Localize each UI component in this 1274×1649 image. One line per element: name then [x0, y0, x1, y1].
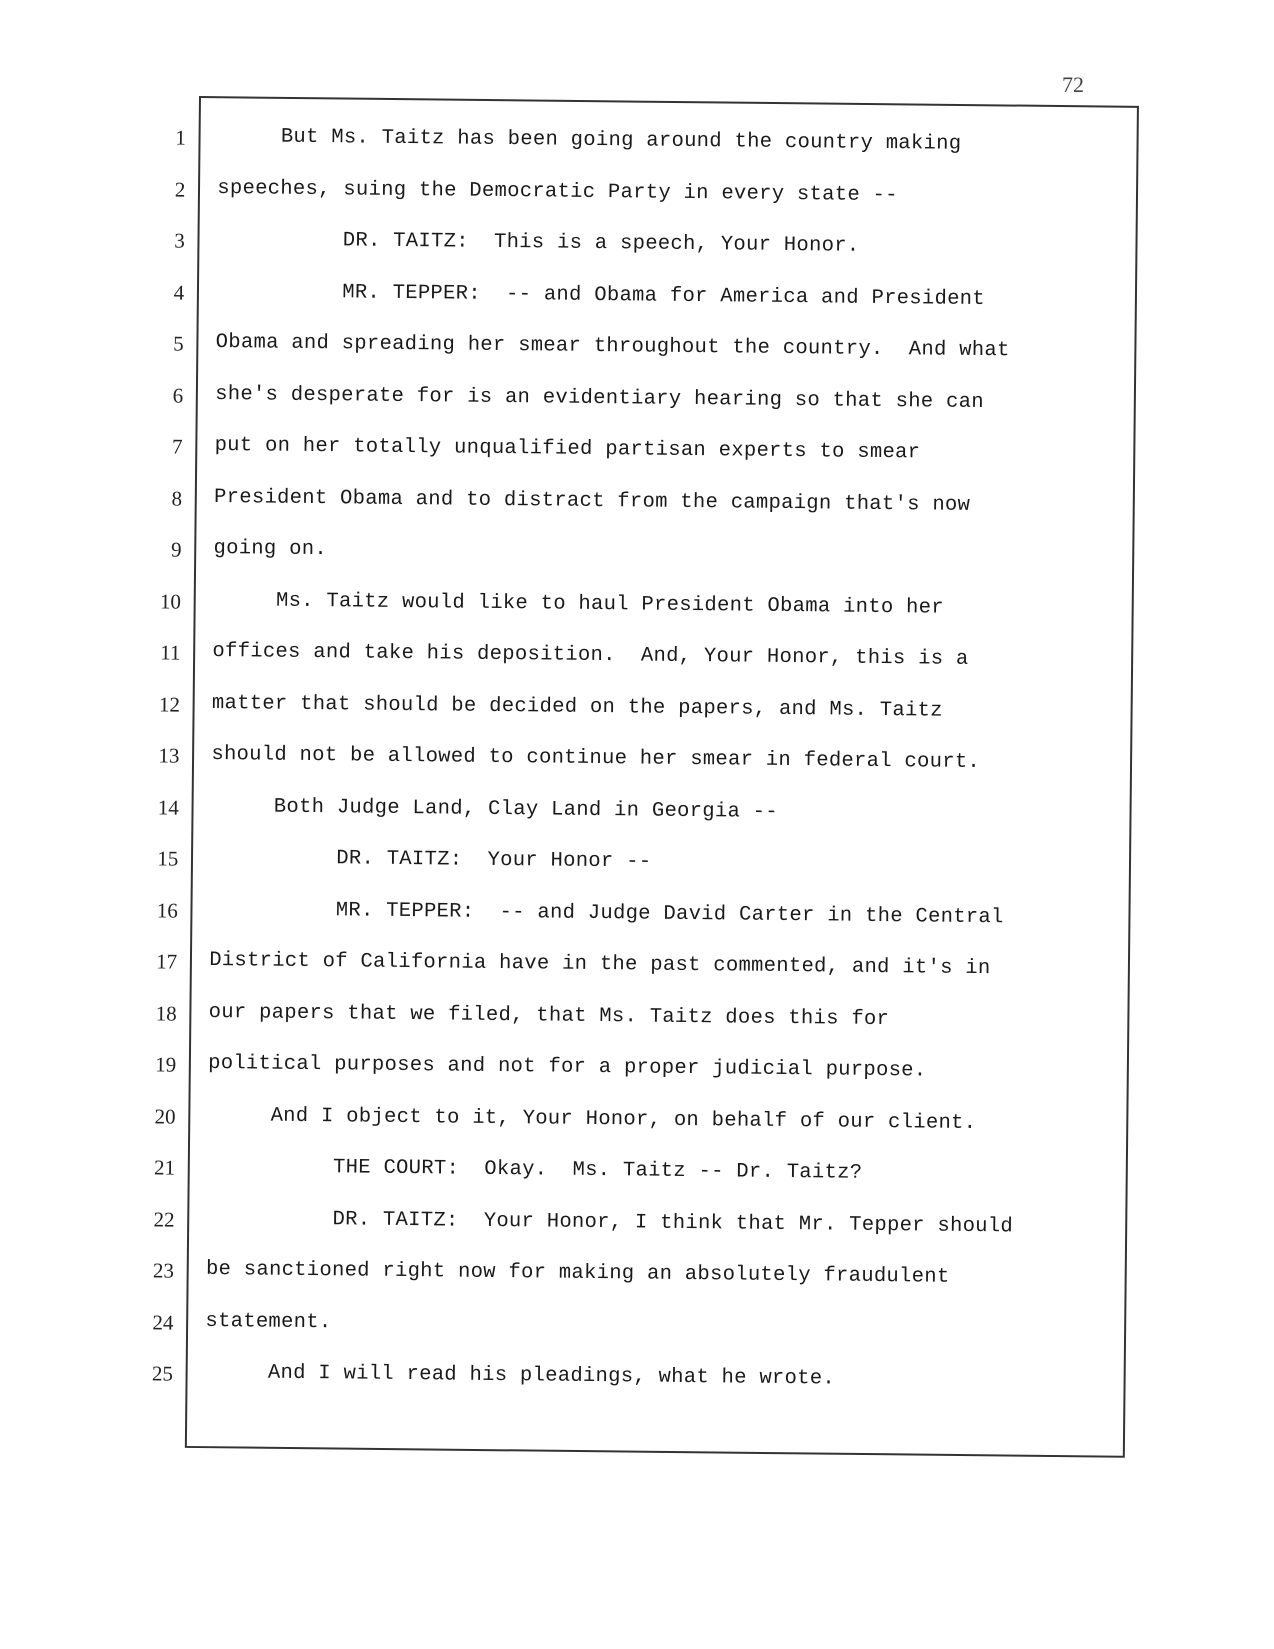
- line-number: 16: [156, 897, 178, 923]
- transcript-line: THE COURT: Okay. Ms. Taitz -- Dr. Taitz?: [206, 1154, 863, 1185]
- line-number: 10: [159, 588, 182, 614]
- line-number: 6: [172, 383, 184, 408]
- transcript-line: President Obama and to distract from the campaign that's now: [213, 485, 971, 517]
- line-number: 20: [154, 1103, 176, 1129]
- line-number: 5: [173, 331, 184, 356]
- transcript-line: MR. TEPPER: -- and Obama for America and President: [216, 279, 986, 311]
- line-number: 25: [151, 1361, 174, 1386]
- line-number: 7: [171, 434, 183, 459]
- transcript-line: offices and take his deposition. And, Your Honor, this is a: [212, 639, 969, 671]
- line-number: 15: [157, 846, 179, 871]
- transcript-line: our papers that we filed, that Ms. Taitz does this for: [208, 1000, 890, 1031]
- line-number: 19: [155, 1052, 177, 1077]
- line-number: 14: [157, 794, 179, 820]
- line-number-column: [113, 124, 186, 1412]
- transcript-line: Ms. Taitz would like to haul President Obama into her: [212, 588, 945, 620]
- transcript-line: statement.: [205, 1309, 332, 1334]
- transcript-line: District of California have in the past commented, and it's in: [209, 948, 991, 981]
- transcript-line: Both Judge Land, Clay Land in Georgia --: [210, 794, 779, 824]
- line-number: 9: [170, 537, 182, 562]
- transcript-line: Obama and spreading her smear throughout the country. And what: [215, 330, 1010, 363]
- line-number: 22: [153, 1206, 175, 1232]
- transcript-line: put on her totally unqualified partisan experts to smear: [214, 433, 921, 465]
- line-number: 18: [155, 1000, 177, 1026]
- transcript-line: DR. TAITZ: Your Honor, I think that Mr. Tepper should: [206, 1206, 1014, 1238]
- line-number: 17: [156, 949, 178, 974]
- transcript-line: DR. TAITZ: Your Honor --: [210, 845, 652, 874]
- line-number: 24: [152, 1309, 174, 1335]
- line-number: 1: [175, 125, 186, 150]
- transcript-line: should not be allowed to continue her smear in federal court.: [211, 742, 981, 775]
- transcript-line: MR. TEPPER: -- and Judge David Carter in the Central: [209, 897, 1004, 929]
- transcript-line: be sanctioned right now for making an absolutely fraudulent: [205, 1257, 950, 1289]
- line-number: 23: [152, 1258, 175, 1283]
- transcript-line: But Ms. Taitz has been going around the country making: [217, 124, 962, 156]
- transcript-line: speeches, suing the Democratic Party in every state --: [217, 176, 898, 207]
- line-number: 13: [158, 743, 180, 768]
- transcript-line: political purposes and not for a proper judicial purpose.: [208, 1051, 927, 1083]
- line-number: 2: [174, 177, 186, 202]
- line-number: 12: [158, 691, 181, 717]
- transcript-line: And I will read his pleadings, what he wrote.: [204, 1360, 836, 1391]
- transcript-line: she's desperate for is an evidentiary hearing so that she can: [215, 382, 984, 414]
- line-number: 4: [173, 280, 185, 305]
- line-number: 3: [174, 228, 185, 253]
- transcript-line: And I object to it, Your Honor, on behalf of our client.: [207, 1103, 977, 1135]
- line-number: 11: [160, 640, 181, 665]
- transcript-text: [205, 124, 1118, 1421]
- transcript-line: matter that should be decided on the papers, and Ms. Taitz: [211, 691, 943, 723]
- transcript-line: going on.: [213, 536, 328, 562]
- line-number: 21: [153, 1155, 176, 1180]
- page-number: 72: [1062, 72, 1084, 97]
- transcript-line: DR. TAITZ: This is a speech, Your Honor.: [216, 227, 860, 258]
- line-number: 8: [171, 485, 183, 511]
